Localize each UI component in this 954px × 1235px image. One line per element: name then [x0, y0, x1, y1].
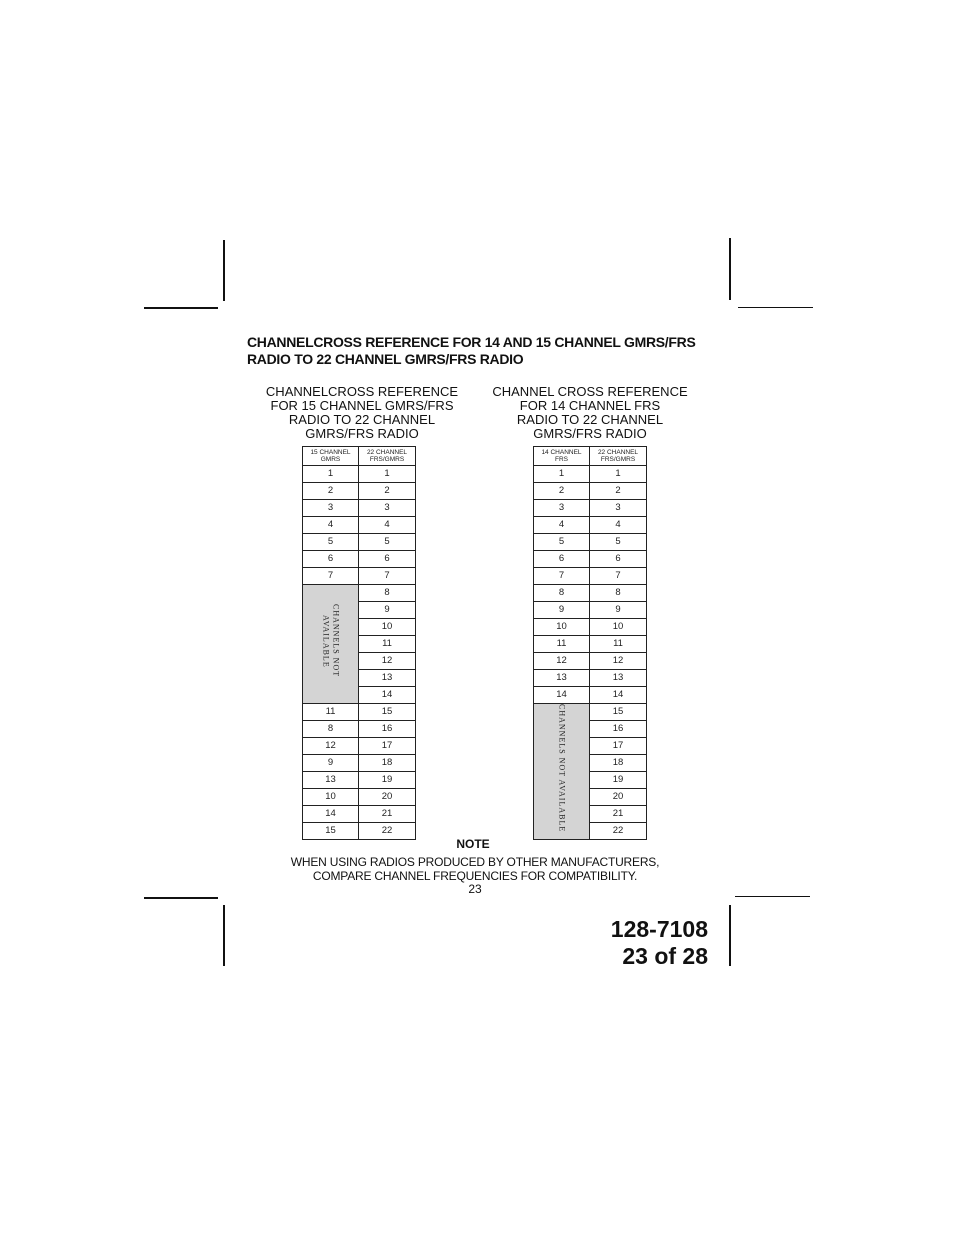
right-table-cell-col2: 8 [590, 585, 647, 602]
table-row [303, 466, 416, 483]
right-table-cell-col1: 14 [534, 687, 590, 704]
right-table-header-col1-line: FRS [555, 456, 568, 463]
table-row [303, 500, 416, 517]
table-row [534, 602, 647, 619]
right-table-cell-col1: 8 [534, 585, 590, 602]
page-title-line-1: CHANNELCROSS REFERENCE FOR 14 AND 15 CHANNEL GMRS/FRS [247, 334, 696, 350]
right-table-cell-col2: 20 [590, 789, 647, 806]
table-row [534, 568, 647, 585]
right-table-header-col2-line: 22 CHANNEL [597, 449, 639, 456]
right-table-cell-col1: 4 [534, 517, 590, 534]
table-row [303, 483, 416, 500]
left-table-cell-col2: 20 [359, 789, 416, 806]
right-table-cell-col2: 9 [590, 602, 647, 619]
left-cross-reference-table [302, 446, 416, 840]
right-table-cell-col2: 15 [590, 704, 647, 721]
left-table-cell-col1: 3 [303, 500, 359, 517]
left-subtitle-line-4: GMRS/FRS RADIO [305, 426, 419, 441]
left-table-channels-not-available-label: CHANNELS NOT AVAILABLE [321, 604, 341, 678]
right-table-cell-col1: 7 [534, 568, 590, 585]
right-cross-reference-table [533, 446, 647, 840]
right-table-header-col1 [534, 447, 590, 466]
right-table-cell-col2: 18 [590, 755, 647, 772]
crop-mark-bottom-left-horizontal [144, 897, 218, 899]
left-table-cell-col2: 5 [359, 534, 416, 551]
table-row [303, 704, 416, 721]
left-table-cell-col1: 13 [303, 772, 359, 789]
right-table-cell-col2: 10 [590, 619, 647, 636]
left-table-cell-col2: 4 [359, 517, 416, 534]
left-table-header-col2 [359, 447, 416, 466]
table-row [534, 687, 647, 704]
table-row [534, 534, 647, 551]
note-line-2: COMPARE CHANNEL FREQUENCIES FOR COMPATIBILITY. [312, 869, 638, 883]
left-table-cell-col2: 18 [359, 755, 416, 772]
left-table-subtitle [262, 385, 462, 441]
table-row [303, 806, 416, 823]
table-row [534, 653, 647, 670]
right-table-cell-col1: 1 [534, 466, 590, 483]
left-table-cell-col1: 12 [303, 738, 359, 755]
right-table-cell-col1: 9 [534, 602, 590, 619]
left-table-cell-col1: 4 [303, 517, 359, 534]
left-table-cell-col2: 16 [359, 721, 416, 738]
left-table-channels-not-available [303, 585, 359, 704]
left-table-cell-col1: 7 [303, 568, 359, 585]
table-row [534, 517, 647, 534]
left-table-cell-col2: 17 [359, 738, 416, 755]
left-table-cell-col2: 3 [359, 500, 416, 517]
page-title-line-2: RADIO TO 22 CHANNEL GMRS/FRS RADIO [247, 351, 524, 367]
table-row [303, 721, 416, 738]
document-number: 128-7108 [610, 916, 708, 942]
right-table-channels-not-available [534, 704, 590, 840]
left-subtitle-line-1: CHANNELCROSS REFERENCE [265, 384, 459, 399]
right-table-cell-col1: 6 [534, 551, 590, 568]
crop-mark-top-left-horizontal [144, 307, 218, 309]
left-subtitle-line-2: FOR 15 CHANNEL GMRS/FRS [270, 398, 454, 413]
table-row [303, 568, 416, 585]
left-table-cell-col1: 8 [303, 721, 359, 738]
left-table-header-col2-line: 22 CHANNEL [366, 449, 408, 456]
left-table-cell-col2: 1 [359, 466, 416, 483]
left-table-cell-col1: 5 [303, 534, 359, 551]
table-row [303, 517, 416, 534]
table-row [303, 534, 416, 551]
left-table-cell-col1: 10 [303, 789, 359, 806]
left-table-cell-col1: 9 [303, 755, 359, 772]
note-heading: NOTE [456, 837, 490, 851]
right-table-channels-not-available-label: CHANNELS NOT AVAILABLE [557, 704, 567, 833]
table-row [534, 466, 647, 483]
table-row [534, 619, 647, 636]
right-table-cell-col2: 1 [590, 466, 647, 483]
table-row [303, 755, 416, 772]
right-table-cell-col2: 16 [590, 721, 647, 738]
left-table-header-col1-line: 15 CHANNEL [310, 449, 351, 456]
left-table-header-col1 [303, 447, 359, 466]
right-subtitle-line-1: CHANNEL CROSS REFERENCE [492, 384, 688, 399]
left-table-cell-col2: 8 [359, 585, 416, 602]
right-subtitle-line-2: FOR 14 CHANNEL FRS [519, 398, 661, 413]
left-table-cell-col1: 15 [303, 823, 359, 840]
right-table-cell-col1: 5 [534, 534, 590, 551]
right-table-header-row [534, 447, 647, 466]
right-table-header-col2-line: FRS/GMRS [600, 456, 636, 463]
right-table-subtitle [490, 385, 690, 441]
right-table-cell-col2: 6 [590, 551, 647, 568]
right-table-cell-col1: 11 [534, 636, 590, 653]
right-table-cell-col1: 3 [534, 500, 590, 517]
right-table-cell-col2: 5 [590, 534, 647, 551]
left-table-cell-col2: 9 [359, 602, 416, 619]
crop-mark-bottom-right-vertical [729, 905, 731, 966]
page-title [247, 334, 717, 368]
right-table-cell-col2: 19 [590, 772, 647, 789]
left-table-header-row [303, 447, 416, 466]
right-table-cell-col2: 22 [590, 823, 647, 840]
left-table-cell-col1: 14 [303, 806, 359, 823]
table-row [534, 500, 647, 517]
left-table-cell-col2: 2 [359, 483, 416, 500]
right-table-cell-col2: 21 [590, 806, 647, 823]
right-table-cell-col2: 4 [590, 517, 647, 534]
right-subtitle-line-4: GMRS/FRS RADIO [533, 426, 647, 441]
left-subtitle-line-3: RADIO TO 22 CHANNEL [288, 412, 436, 427]
left-table-cell-col2: 12 [359, 653, 416, 670]
left-table-cell-col2: 13 [359, 670, 416, 687]
right-table-cell-col2: 13 [590, 670, 647, 687]
page-number: 23 [468, 882, 482, 896]
crop-mark-bottom-left-vertical [223, 905, 225, 966]
note-line-1: WHEN USING RADIOS PRODUCED BY OTHER MANUFACTURERS, [290, 855, 660, 869]
table-row [303, 823, 416, 840]
note-body [262, 855, 688, 883]
right-table-cell-col2: 12 [590, 653, 647, 670]
table-row [303, 585, 416, 602]
left-table-cell-col2: 15 [359, 704, 416, 721]
right-table-cell-col1: 10 [534, 619, 590, 636]
left-table-cell-col2: 22 [359, 823, 416, 840]
table-row [303, 551, 416, 568]
left-table-cell-col1: 1 [303, 466, 359, 483]
left-table-cell-col2: 11 [359, 636, 416, 653]
right-table-cell-col1: 2 [534, 483, 590, 500]
crop-mark-top-right-vertical [729, 238, 731, 300]
right-table-cell-col2: 2 [590, 483, 647, 500]
left-table-cell-col1: 6 [303, 551, 359, 568]
left-table-cell-col1: 2 [303, 483, 359, 500]
left-table-cell-col2: 7 [359, 568, 416, 585]
crop-mark-top-left-vertical [223, 240, 225, 301]
table-row [534, 551, 647, 568]
crop-mark-bottom-right-horizontal [735, 896, 810, 897]
table-row [534, 704, 647, 721]
table-row [534, 670, 647, 687]
left-table-header-col2-line: FRS/GMRS [369, 456, 405, 463]
right-table-cell-col1: 12 [534, 653, 590, 670]
right-table-cell-col2: 14 [590, 687, 647, 704]
left-table-cell-col2: 6 [359, 551, 416, 568]
table-row [303, 789, 416, 806]
right-table-cell-col1: 13 [534, 670, 590, 687]
left-table-cell-col1: 11 [303, 704, 359, 721]
left-table-cell-col2: 21 [359, 806, 416, 823]
left-table-cell-col2: 19 [359, 772, 416, 789]
right-table-header-col1-line: 14 CHANNEL [541, 449, 582, 456]
right-table-cell-col2: 3 [590, 500, 647, 517]
right-subtitle-line-3: RADIO TO 22 CHANNEL [516, 412, 664, 427]
table-row [534, 483, 647, 500]
right-table-cell-col2: 17 [590, 738, 647, 755]
document-page-count: 23 of 28 [622, 943, 708, 969]
table-row [534, 636, 647, 653]
crop-mark-top-right-horizontal [738, 307, 813, 308]
right-table-cell-col2: 11 [590, 636, 647, 653]
table-row [534, 585, 647, 602]
left-table-header-col1-line: GMRS [320, 456, 341, 463]
right-table-cell-col2: 7 [590, 568, 647, 585]
left-table-cell-col2: 14 [359, 687, 416, 704]
table-row [303, 772, 416, 789]
left-table-cell-col2: 10 [359, 619, 416, 636]
right-table-header-col2 [590, 447, 647, 466]
table-row [303, 738, 416, 755]
